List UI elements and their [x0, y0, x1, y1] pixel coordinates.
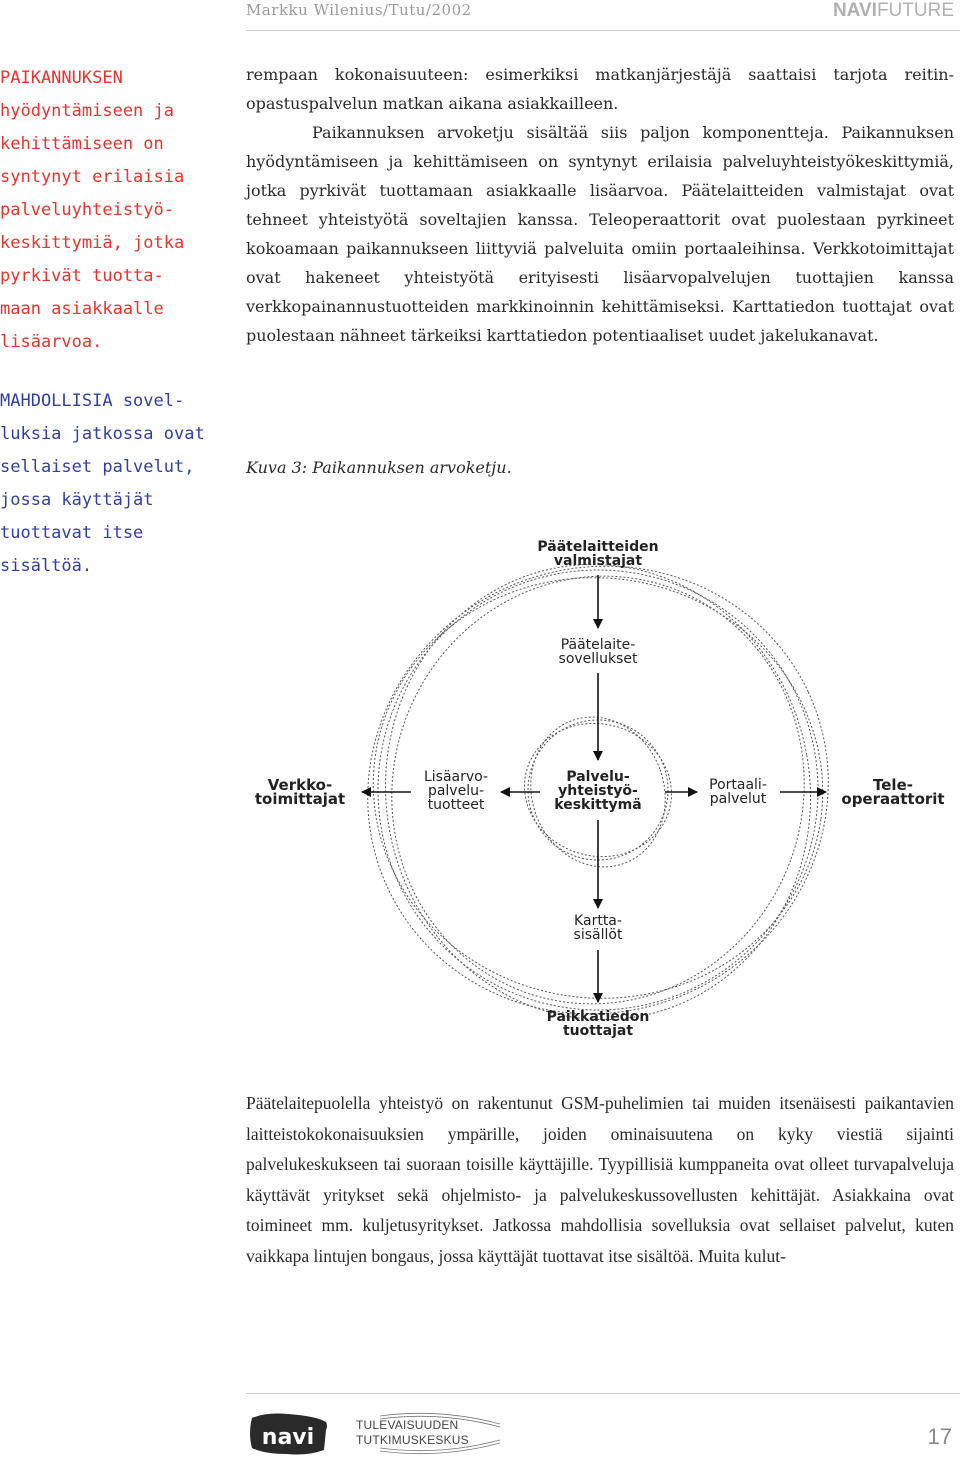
label-verkkotoimittajat: Verkko- toimittajat	[254, 776, 346, 808]
sidebar-line: jossa käyttäjät	[0, 490, 154, 510]
label-paatelaitteiden-valmistajat: Päätelaitteiden valmistajat	[537, 539, 659, 569]
sidebar-line: MAHDOLLISIA sovel-	[0, 391, 185, 411]
label-paatelaitesovellukset: Päätelaite- sovellukset	[558, 637, 638, 667]
sidebar-line: pyrkivät tuotta-	[0, 266, 164, 286]
tutu-logo-line1: TULEVAISUUDEN	[356, 1418, 459, 1432]
paragraph: rempaan kokonaisuuteen: esimerkiksi matkanjärjestäjä saattaisi tarjota reitin-opastuspalvelun matkan aikana asiakkailleen.	[246, 65, 954, 113]
sidebar-line: luksia jatkossa ovat	[0, 424, 205, 444]
tutu-logo-line2: TUTKIMUSKESKUS	[356, 1433, 469, 1447]
label-karttasisallot: Kartta- sisällöt	[573, 913, 623, 943]
header-author: Markku Wilenius/Tutu/2002	[246, 1, 472, 19]
brand-bold: NAVI	[832, 0, 877, 21]
sidebar-line: keskittymiä, jotka	[0, 233, 185, 253]
label-teleoperaattorit: Tele- operaattorit	[841, 776, 945, 808]
label-portaalipalvelut: Portaali- palvelut	[709, 777, 767, 807]
label-paikkatiedon-tuottajat: Paikkatiedon tuottajat	[546, 1009, 650, 1039]
sidebar-line: palveluyhteistyö-	[0, 200, 174, 220]
sidebar-line: tuottavat itse	[0, 523, 144, 543]
sidebar-line: PAIKANNUKSEN	[0, 68, 123, 88]
sidebar-line: maan asiakkaalle	[0, 299, 164, 319]
sidebar-line: sellaiset palvelut,	[0, 457, 195, 477]
sidebar-line: kehittämiseen on	[0, 134, 164, 154]
sidebar-line: hyödyntämiseen ja	[0, 101, 174, 121]
footer-divider	[246, 1393, 960, 1394]
figure-caption: Kuva 3: Paikannuksen arvoketju.	[246, 458, 512, 477]
paragraph: Paikannuksen arvoketju sisältää siis paljon komponentteja. Paikannuksen hyödyntämiseen ja kehittämiseen on syntynyt erilaisia palveluyhteistyökeskittymiä, jotka pyrkivät tuottamaan asiakkaalle lisäarvoa. Päätelaitteiden valmistajat ovat tehneet yhteistyötä soveltajien kanssa. Teleoperaattorit ovat puolestaan pyrkineet kokoamaan paikannukseen liittyviä palveluita omiin portaaleihinsa. Verkkotoimittajat ovat hakeneet yhteistyötä erityisesti lisäarvopalvelujen tuottajien kanssa verkkopainannustuotteiden markkinoinnin kehittämiseksi. Karttatiedon tuottajat ovat puolestaan nähneet tärkeiksi karttatiedon potentiaaliset uudet jakelukanavat.	[246, 123, 954, 345]
label-palveluyhteistyokeskittyma: Palvelu- yhteistyö- keskittymä	[554, 769, 642, 813]
page-number: 17	[927, 1424, 952, 1449]
svg-text:navi: navi	[261, 1425, 315, 1450]
paragraph: Päätelaitepuolella yhteistyö on rakentunut GSM-puhelimien tai muiden itsenäisesti paikantavien laitteistokokonaisuuksien ympärille, joiden ominaisuutena on kyky viestiä sijainti palvelukeskukseen tai suoraan toisille käyttäjille. Tyypillisiä kumppaneita ovat olleet turvapalveluja käyttävät yritykset sekä ohjelmisto- ja palvelukeskussovellusten kehittäjät. Asiakkaina ovat toimineet mm. kuljetusyritykset. Jatkossa mahdollisia sovelluksia ovat sellaiset palvelut, kuten vaikkapa lintujen bongaus, jossa käyttäjät tuottavat itse sisältöä. Muita kulut-	[246, 1093, 954, 1266]
sidebar-line: sisältöä.	[0, 556, 93, 576]
brand-light: FUTURE	[876, 0, 954, 21]
label-lisaarvopalvelutuotteet: Lisäarvo- palvelu- tuotteet	[423, 769, 489, 813]
body-text-bottom	[246, 1088, 954, 1271]
sidebar-line: syntynyt erilaisia	[0, 167, 185, 187]
sidebar-line: lisäarvoa.	[0, 332, 103, 352]
navi-logo-icon	[246, 1410, 331, 1458]
